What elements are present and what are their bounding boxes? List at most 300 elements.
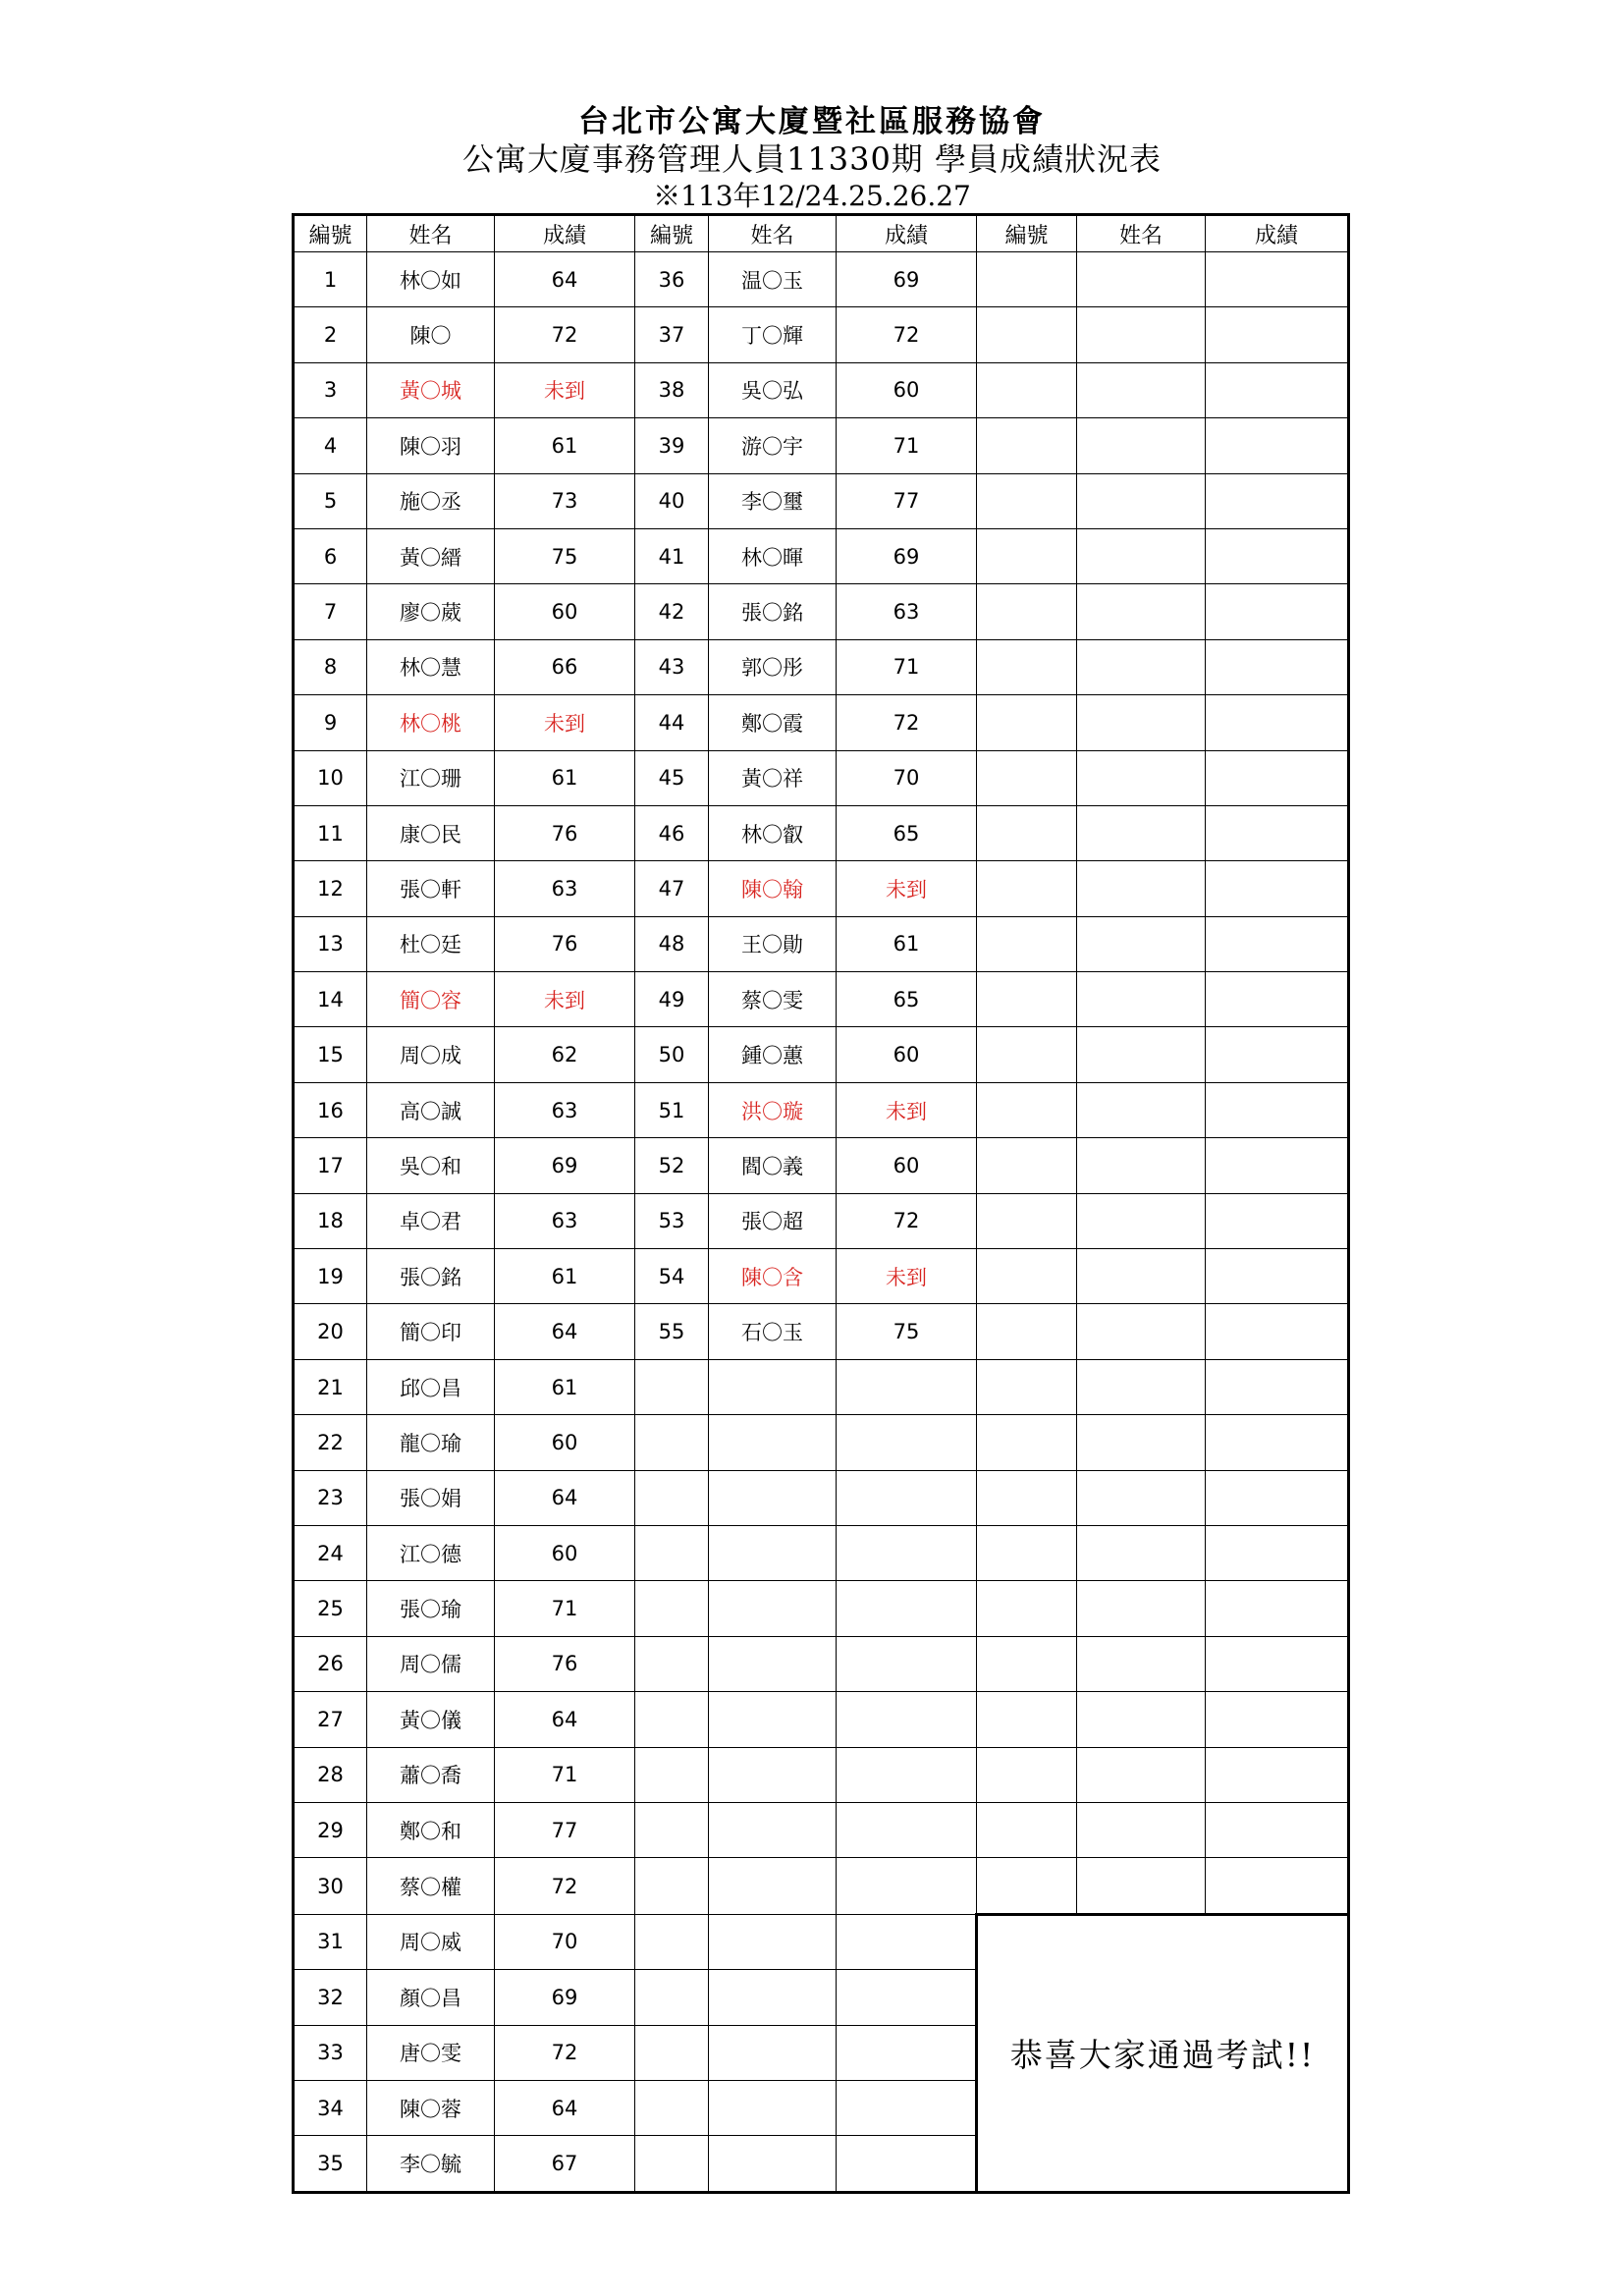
header-num: 編號 (635, 215, 709, 252)
document-subtitle: 公寓大廈事務管理人員11330期 學員成績狀況表 (462, 140, 1162, 178)
empty-cell (1206, 1359, 1349, 1414)
student-name: 蔡〇權 (367, 1858, 495, 1914)
empty-cell (1077, 252, 1206, 307)
student-score: 75 (495, 528, 635, 583)
table-row (294, 972, 1349, 1027)
student-name: 林〇慧 (367, 639, 495, 694)
student-name: 簡〇印 (367, 1304, 495, 1359)
empty-cell (837, 2080, 977, 2135)
student-score: 76 (495, 805, 635, 860)
empty-cell (1206, 1138, 1349, 1193)
table-row (294, 418, 1349, 473)
empty-cell (977, 1193, 1077, 1248)
empty-cell (635, 2136, 709, 2192)
student-score: 63 (837, 584, 977, 639)
header-name: 姓名 (1077, 215, 1206, 252)
empty-cell (977, 1249, 1077, 1304)
student-score: 未到 (495, 695, 635, 750)
student-name: 游〇宇 (709, 418, 837, 473)
student-score: 77 (837, 473, 977, 528)
student-number: 7 (294, 584, 367, 639)
student-name: 蕭〇喬 (367, 1747, 495, 1802)
empty-cell (1077, 861, 1206, 916)
empty-cell (1077, 1525, 1206, 1580)
empty-cell (977, 473, 1077, 528)
student-score: 64 (495, 1692, 635, 1747)
student-number: 29 (294, 1802, 367, 1857)
empty-cell (977, 1304, 1077, 1359)
table-row (294, 584, 1349, 639)
empty-cell (635, 1692, 709, 1747)
table-row (294, 1415, 1349, 1470)
empty-cell (1206, 1858, 1349, 1914)
empty-cell (635, 2080, 709, 2135)
empty-cell (977, 750, 1077, 805)
student-name: 陳〇含 (709, 1249, 837, 1304)
student-number: 39 (635, 418, 709, 473)
student-score: 71 (495, 1581, 635, 1636)
empty-cell (1206, 1692, 1349, 1747)
empty-cell (1077, 307, 1206, 362)
empty-cell (1206, 1249, 1349, 1304)
empty-cell (977, 1082, 1077, 1137)
grades-table (292, 213, 1350, 2194)
table-header-row (294, 215, 1349, 252)
student-name: 陳〇羽 (367, 418, 495, 473)
empty-cell (1077, 972, 1206, 1027)
student-number: 55 (635, 1304, 709, 1359)
student-number: 46 (635, 805, 709, 860)
empty-cell (977, 307, 1077, 362)
table-row (294, 1082, 1349, 1137)
table-row (294, 750, 1349, 805)
student-score: 61 (495, 1359, 635, 1414)
student-score: 61 (495, 750, 635, 805)
empty-cell (1077, 473, 1206, 528)
empty-cell (977, 1802, 1077, 1857)
student-score: 60 (837, 1138, 977, 1193)
student-number: 4 (294, 418, 367, 473)
student-number: 38 (635, 362, 709, 417)
empty-cell (709, 1802, 837, 1857)
student-number: 47 (635, 861, 709, 916)
empty-cell (837, 1359, 977, 1414)
empty-cell (1206, 528, 1349, 583)
empty-cell (1206, 307, 1349, 362)
table-row (294, 1858, 1349, 1914)
student-score: 64 (495, 1470, 635, 1525)
empty-cell (1077, 805, 1206, 860)
table-row (294, 1914, 1349, 1969)
student-number: 16 (294, 1082, 367, 1137)
student-score: 72 (495, 307, 635, 362)
student-name: 周〇儒 (367, 1636, 495, 1691)
empty-cell (977, 1415, 1077, 1470)
student-number: 50 (635, 1027, 709, 1082)
empty-cell (1077, 1470, 1206, 1525)
empty-cell (977, 695, 1077, 750)
student-number: 13 (294, 916, 367, 971)
header-num: 編號 (977, 215, 1077, 252)
table-row (294, 1193, 1349, 1248)
empty-cell (1206, 1747, 1349, 1802)
student-score: 61 (837, 916, 977, 971)
student-number: 11 (294, 805, 367, 860)
student-score: 69 (495, 1138, 635, 1193)
student-name: 卓〇君 (367, 1193, 495, 1248)
empty-cell (977, 252, 1077, 307)
empty-cell (635, 1914, 709, 1969)
empty-cell (1206, 1027, 1349, 1082)
student-name: 閻〇義 (709, 1138, 837, 1193)
empty-cell (977, 528, 1077, 583)
student-number: 54 (635, 1249, 709, 1304)
student-number: 12 (294, 861, 367, 916)
student-number: 19 (294, 1249, 367, 1304)
empty-cell (1206, 418, 1349, 473)
student-name: 江〇珊 (367, 750, 495, 805)
student-number: 52 (635, 1138, 709, 1193)
student-number: 37 (635, 307, 709, 362)
student-name: 黃〇城 (367, 362, 495, 417)
student-number: 27 (294, 1692, 367, 1747)
empty-cell (1077, 1304, 1206, 1359)
student-name: 王〇勛 (709, 916, 837, 971)
table-row (294, 1138, 1349, 1193)
empty-cell (635, 1359, 709, 1414)
student-score: 67 (495, 2136, 635, 2192)
student-number: 18 (294, 1193, 367, 1248)
empty-cell (977, 805, 1077, 860)
org-title: 台北市公寓大廈暨社區服務協會 (578, 104, 1046, 139)
empty-cell (635, 1525, 709, 1580)
student-name: 洪〇璇 (709, 1082, 837, 1137)
student-name: 李〇璽 (709, 473, 837, 528)
empty-cell (709, 1692, 837, 1747)
student-name: 張〇軒 (367, 861, 495, 916)
empty-cell (1077, 1027, 1206, 1082)
student-name: 黃〇儀 (367, 1692, 495, 1747)
student-name: 廖〇葳 (367, 584, 495, 639)
student-name: 郭〇彤 (709, 639, 837, 694)
empty-cell (1206, 861, 1349, 916)
student-name: 陳〇蓉 (367, 2080, 495, 2135)
empty-cell (1077, 1636, 1206, 1691)
student-number: 40 (635, 473, 709, 528)
student-number: 3 (294, 362, 367, 417)
empty-cell (837, 2025, 977, 2080)
student-number: 2 (294, 307, 367, 362)
student-name: 林〇如 (367, 252, 495, 307)
student-name: 簡〇容 (367, 972, 495, 1027)
exam-dates: ※113年12/24.25.26.27 (653, 180, 971, 212)
student-name: 李〇毓 (367, 2136, 495, 2192)
student-number: 35 (294, 2136, 367, 2192)
empty-cell (1206, 1636, 1349, 1691)
table-row (294, 805, 1349, 860)
empty-cell (709, 1470, 837, 1525)
student-score: 75 (837, 1304, 977, 1359)
empty-cell (1077, 695, 1206, 750)
student-name: 杜〇廷 (367, 916, 495, 971)
student-score: 76 (495, 916, 635, 971)
table-row (294, 1692, 1349, 1747)
table-row (294, 1581, 1349, 1636)
student-name: 張〇瑜 (367, 1581, 495, 1636)
student-score: 未到 (837, 1082, 977, 1137)
empty-cell (837, 1525, 977, 1580)
empty-cell (709, 1359, 837, 1414)
student-score: 未到 (837, 861, 977, 916)
student-score: 69 (837, 528, 977, 583)
student-score: 65 (837, 972, 977, 1027)
empty-cell (837, 1747, 977, 1802)
student-number: 15 (294, 1027, 367, 1082)
student-number: 45 (635, 750, 709, 805)
empty-cell (977, 362, 1077, 417)
empty-cell (1077, 362, 1206, 417)
table-row (294, 695, 1349, 750)
student-name: 黃〇縉 (367, 528, 495, 583)
empty-cell (1206, 695, 1349, 750)
empty-cell (1077, 1802, 1206, 1857)
student-name: 石〇玉 (709, 1304, 837, 1359)
empty-cell (977, 1138, 1077, 1193)
empty-cell (977, 916, 1077, 971)
student-number: 48 (635, 916, 709, 971)
student-name: 張〇銘 (367, 1249, 495, 1304)
empty-cell (977, 1359, 1077, 1414)
table-row (294, 1249, 1349, 1304)
student-name: 康〇民 (367, 805, 495, 860)
student-score: 63 (495, 1082, 635, 1137)
student-name: 陳〇 (367, 307, 495, 362)
empty-cell (1077, 528, 1206, 583)
student-score: 72 (837, 1193, 977, 1248)
student-score: 64 (495, 1304, 635, 1359)
empty-cell (1077, 1747, 1206, 1802)
student-name: 温〇玉 (709, 252, 837, 307)
empty-cell (837, 1970, 977, 2025)
empty-cell (1077, 1138, 1206, 1193)
table-row (294, 1470, 1349, 1525)
empty-cell (1206, 1304, 1349, 1359)
header-score: 成績 (495, 215, 635, 252)
empty-cell (1077, 1193, 1206, 1248)
student-number: 31 (294, 1914, 367, 1969)
empty-cell (837, 1470, 977, 1525)
empty-cell (1206, 972, 1349, 1027)
empty-cell (1206, 750, 1349, 805)
student-score: 未到 (495, 362, 635, 417)
student-number: 30 (294, 1858, 367, 1914)
empty-cell (977, 418, 1077, 473)
student-name: 吳〇和 (367, 1138, 495, 1193)
empty-cell (635, 1636, 709, 1691)
student-name: 龍〇瑜 (367, 1415, 495, 1470)
table-row (294, 1525, 1349, 1580)
student-name: 吳〇弘 (709, 362, 837, 417)
empty-cell (1206, 1415, 1349, 1470)
empty-cell (635, 1802, 709, 1857)
student-score: 60 (495, 584, 635, 639)
table-row (294, 861, 1349, 916)
header-score: 成績 (1206, 215, 1349, 252)
empty-cell (1206, 639, 1349, 694)
table-row (294, 473, 1349, 528)
table-row (294, 1304, 1349, 1359)
empty-cell (837, 1692, 977, 1747)
empty-cell (635, 1747, 709, 1802)
empty-cell (1206, 252, 1349, 307)
empty-cell (1077, 1082, 1206, 1137)
table-row (294, 252, 1349, 307)
student-number: 10 (294, 750, 367, 805)
student-number: 24 (294, 1525, 367, 1580)
student-number: 34 (294, 2080, 367, 2135)
student-number: 33 (294, 2025, 367, 2080)
empty-cell (709, 2080, 837, 2135)
student-number: 17 (294, 1138, 367, 1193)
empty-cell (709, 1525, 837, 1580)
empty-cell (977, 1636, 1077, 1691)
empty-cell (709, 1970, 837, 2025)
empty-cell (837, 1914, 977, 1969)
student-number: 41 (635, 528, 709, 583)
empty-cell (1077, 639, 1206, 694)
student-score: 64 (495, 252, 635, 307)
student-score: 未到 (495, 972, 635, 1027)
student-score: 71 (837, 639, 977, 694)
student-name: 邱〇昌 (367, 1359, 495, 1414)
table-row (294, 1359, 1349, 1414)
empty-cell (1077, 1359, 1206, 1414)
empty-cell (1077, 1581, 1206, 1636)
student-score: 61 (495, 418, 635, 473)
student-name: 張〇超 (709, 1193, 837, 1248)
empty-cell (635, 2025, 709, 2080)
empty-cell (977, 1581, 1077, 1636)
student-score: 72 (837, 307, 977, 362)
empty-cell (977, 1858, 1077, 1914)
empty-cell (635, 1415, 709, 1470)
table-row (294, 1802, 1349, 1857)
student-name: 鄭〇霞 (709, 695, 837, 750)
empty-cell (977, 1027, 1077, 1082)
student-name: 鍾〇蕙 (709, 1027, 837, 1082)
student-number: 43 (635, 639, 709, 694)
empty-cell (977, 1747, 1077, 1802)
table-row (294, 1636, 1349, 1691)
empty-cell (1077, 916, 1206, 971)
student-score: 72 (495, 2025, 635, 2080)
student-score: 76 (495, 1636, 635, 1691)
student-score: 69 (495, 1970, 635, 2025)
empty-cell (837, 1858, 977, 1914)
empty-cell (837, 2136, 977, 2192)
student-number: 25 (294, 1581, 367, 1636)
empty-cell (709, 1914, 837, 1969)
student-number: 20 (294, 1304, 367, 1359)
student-name: 周〇威 (367, 1914, 495, 1969)
empty-cell (977, 639, 1077, 694)
header-name: 姓名 (367, 215, 495, 252)
table-row (294, 307, 1349, 362)
table-row (294, 1747, 1349, 1802)
student-number: 5 (294, 473, 367, 528)
empty-cell (635, 1970, 709, 2025)
student-number: 42 (635, 584, 709, 639)
student-name: 施〇丞 (367, 473, 495, 528)
student-name: 林〇桃 (367, 695, 495, 750)
student-number: 21 (294, 1359, 367, 1414)
empty-cell (977, 1692, 1077, 1747)
student-score: 71 (495, 1747, 635, 1802)
student-number: 14 (294, 972, 367, 1027)
student-name: 丁〇輝 (709, 307, 837, 362)
empty-cell (709, 2025, 837, 2080)
empty-cell (635, 1581, 709, 1636)
empty-cell (635, 1470, 709, 1525)
student-score: 69 (837, 252, 977, 307)
student-score: 未到 (837, 1249, 977, 1304)
table-row (294, 639, 1349, 694)
student-number: 28 (294, 1747, 367, 1802)
empty-cell (837, 1581, 977, 1636)
empty-cell (709, 1415, 837, 1470)
empty-cell (709, 1581, 837, 1636)
student-score: 72 (837, 695, 977, 750)
student-name: 高〇誠 (367, 1082, 495, 1137)
student-name: 張〇娟 (367, 1470, 495, 1525)
empty-cell (977, 861, 1077, 916)
empty-cell (709, 2136, 837, 2192)
empty-cell (1206, 1470, 1349, 1525)
header-num: 編號 (294, 215, 367, 252)
student-score: 60 (495, 1415, 635, 1470)
empty-cell (709, 1858, 837, 1914)
empty-cell (977, 1470, 1077, 1525)
student-name: 林〇叡 (709, 805, 837, 860)
student-name: 黃〇祥 (709, 750, 837, 805)
empty-cell (977, 1525, 1077, 1580)
empty-cell (977, 584, 1077, 639)
student-number: 1 (294, 252, 367, 307)
empty-cell (1206, 916, 1349, 971)
student-score: 65 (837, 805, 977, 860)
empty-cell (1077, 1415, 1206, 1470)
student-number: 9 (294, 695, 367, 750)
empty-cell (1206, 1525, 1349, 1580)
student-number: 53 (635, 1193, 709, 1248)
student-score: 73 (495, 473, 635, 528)
header-name: 姓名 (709, 215, 837, 252)
student-score: 63 (495, 861, 635, 916)
student-score: 62 (495, 1027, 635, 1082)
student-number: 23 (294, 1470, 367, 1525)
student-name: 張〇銘 (709, 584, 837, 639)
empty-cell (1077, 584, 1206, 639)
student-score: 60 (837, 1027, 977, 1082)
empty-cell (709, 1747, 837, 1802)
student-score: 72 (495, 1858, 635, 1914)
student-name: 周〇成 (367, 1027, 495, 1082)
empty-cell (1077, 750, 1206, 805)
empty-cell (1206, 584, 1349, 639)
empty-cell (977, 972, 1077, 1027)
empty-cell (1077, 418, 1206, 473)
student-name: 江〇德 (367, 1525, 495, 1580)
